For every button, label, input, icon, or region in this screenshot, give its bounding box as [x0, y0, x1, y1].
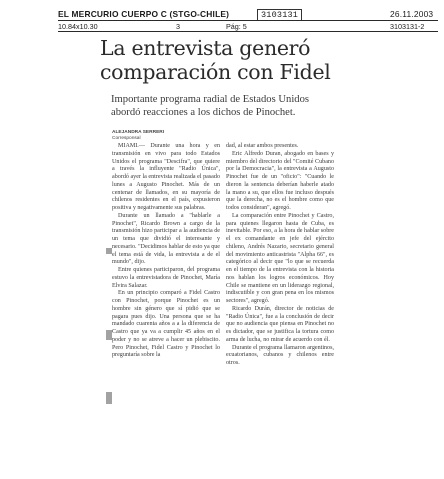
article-subtitle	[111, 94, 411, 119]
headline-line-2: comparación con Fidel	[100, 60, 331, 84]
page-number: Pág: 5	[226, 22, 247, 31]
article-column-right	[226, 143, 334, 368]
scan-mark	[106, 392, 112, 404]
paragraph: dad, al estar ambos presentes.	[226, 143, 299, 149]
header-rule-bottom	[58, 31, 438, 32]
subtitle-line-1: Importante programa radial de Estados Unidos	[111, 94, 309, 105]
paragraph: En un principio comparó a Fidel Castro con Pinochet, porque Pinochet es un hombre sin género que sí pidió que se pagara pues dijo. Una persona que se ha mandado cuarenta años a a la diferencia de Castro que ya va a cumplir 45 años en el poder y no se atreve a hacer un plebiscito. Pero Pinochet, Fidel Castro y Pinochet lo preguntaría sobre la	[112, 290, 220, 359]
headline-line-1: La entrevista generó	[100, 36, 311, 60]
byline-name: ALEJANDRA SERRERI	[112, 130, 165, 135]
clip-code-box: 3103131	[257, 9, 302, 21]
ref-code: 3103131-2	[390, 22, 425, 31]
publication-name: EL MERCURIO CUERPO C (STGO-CHILE)	[58, 9, 230, 19]
paragraph: Durante el programa llamaron argentinos, ecuatorianos, cubanos y chilenos entre otros.	[226, 344, 334, 366]
clip-number: 3	[176, 22, 180, 31]
publication-date: 26.11.2003	[390, 9, 434, 19]
paragraph: La comparación entre Pinochet y Castro, para quienes llegaron hasta de Cuba, es inevitable. Por eso, a la hora de hablar sobre el ex comandante en jefe del ejército chileno, Andrés Nazario, secretario general del movimiento anticastrista "Alpha 66", es categórico al decir que "lo que se recuerda en el tiempo de la entrevista con la historia nos hablan los logros económicos. Hoy Chile se mantiene en un liderazgo regional, indiscutible y con gran pena en los mismos sectores", agregó.	[226, 212, 334, 304]
paragraph: Ricardo Durán, director de noticias de "Radio Única", fue a la conclusión de decir que no audiencia que piensa en Pinochet no es dictador, que se justifica la tortura como arma de lucha, no mirar de acuerdo con él.	[226, 305, 334, 343]
header-rule-top	[58, 20, 438, 21]
paragraph: Entre quienes participaron, del programa estuvo la entrevistadora de Pinochet, María Elvira Salazar.	[112, 267, 220, 289]
paragraph: MIAMI.— Durante una hora y en transmisión en vivo para todo Estados Unidos el programa "Descifra", que quiere a través la influyente "Radio Única", abordó ayer la entrevista realizada el pasado lunes a Augusto Pinochet. Más de un centenar de llamados, en su mayoría de chilenos residentes en el país, expusieron positiva y negativamente sus palabras.	[112, 143, 220, 211]
clip-size: 10.84x10.30	[58, 22, 98, 31]
article-headline	[100, 36, 438, 84]
paragraph: Eric Alfredo Duran, abogado en bases y miembro del directorio del "Comité Cubano por la Democracia", la entrevista a Augusto Pinochet fue de un "oficio": "Cuando le dieron la sentencia deberían haberle atado la mano a su, que ellos fue incluso después que la derecha, no es el hombre como que todos consideran", agregó.	[226, 150, 334, 211]
article-column-left	[112, 143, 220, 360]
paragraph: Durante un llamado a "hablarle a Pinochet", Ricardo Brown a cargo de la transmisión hizo participar a la audiencia de un tema que dividió el interesante y necesario. "Decidimos hablar de esto ya que el tema está de vida, la entrevista a de el mundo", dijo.	[112, 212, 220, 266]
subtitle-line-2: abordó reacciones a los dichos de Pinochet.	[111, 106, 296, 118]
byline-role: Corresponsal	[112, 136, 141, 141]
